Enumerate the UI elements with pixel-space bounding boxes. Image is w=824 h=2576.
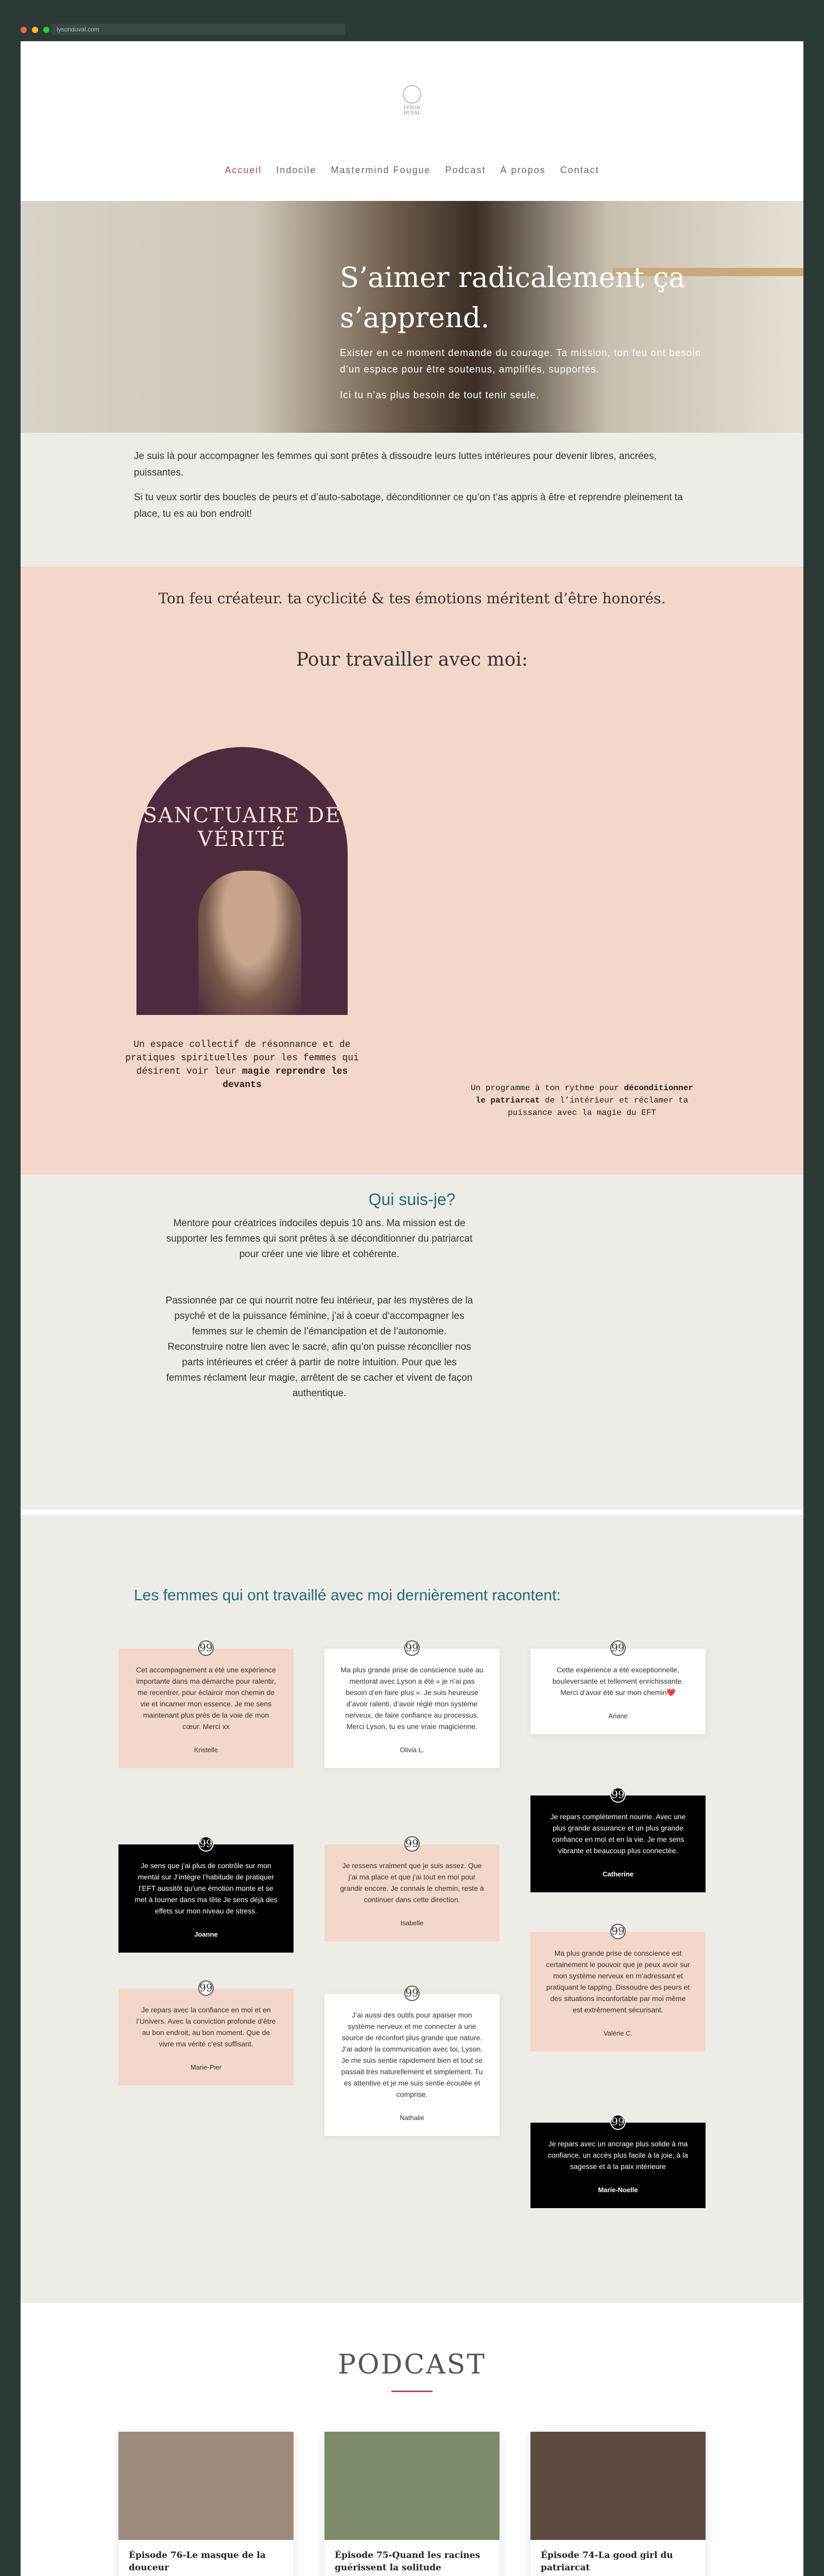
testimonial-card <box>324 1987 500 2136</box>
testimonial-author: Marie-Noelle <box>598 2186 638 2194</box>
testimonial-text: Je ressens vraiment que je suis assez. Que j’ai ma place et que j’ai tout en moi pour grandir encore. Je connais le chemin, reste à continuer dans cette direction. <box>340 1861 484 1904</box>
minimize-window-button[interactable] <box>32 27 38 33</box>
sanctuaire-photo <box>198 871 301 1015</box>
quote-icon: 99 <box>404 1986 420 2001</box>
logo-line-2: DUVAL <box>403 111 421 116</box>
window-controls <box>21 27 49 33</box>
nav-accueil[interactable]: Accueil <box>225 165 262 175</box>
podcast-section <box>21 2303 803 2576</box>
program-description: Un programme à ton rythme pour déconditionner le patriarcat de l’intérieur et réclamer ta puissance avec la magie du EFT <box>470 1083 694 1117</box>
hero-title: S’aimer radicalement ça s’apprend. <box>340 261 685 334</box>
episode-title[interactable]: Épisode 75-Quand les racines guérissent la solitude <box>335 2550 480 2573</box>
quote-icon: 99 <box>610 1640 626 1656</box>
testimonial-author: Olivia L. <box>400 1746 424 1754</box>
testimonial-author: Kristelle <box>194 1746 218 1754</box>
about-section <box>21 1175 803 1510</box>
site-logo[interactable] <box>395 85 429 121</box>
testimonial-text: J’ai aussi des outils pour apaiser mon système nerveux et me connecter à une source de réconfort plus grande que nature. J’ai adoré la communication avec toi, Lyson. Je me suis sentie rapidement bien et tout se passait très naturellement et simplement. Tu es attentive et je me suis sentie écoutée et comprise. <box>341 2011 483 2098</box>
testimonial-text: Ma plus grande prise de conscience est certainement le pouvoir que je peux avoir sur mon système nerveux en m’adressant et pratiquant le tapping. Dissoudre des peurs et des situations inconfortable par moi même est extrêmement sécurisant. <box>546 1949 690 2014</box>
episode-title[interactable]: Épisode 74-La good girl du patriarcat <box>541 2550 673 2573</box>
testimonial-author: Valérie C. <box>603 2029 633 2037</box>
sanctuaire-title: SANCTUAIRE DE VÉRITÉ <box>143 804 341 851</box>
episode-card[interactable] <box>324 2432 500 2576</box>
podcast-heading: PODCAST <box>338 2349 486 2380</box>
testimonial-text: Je sens que j’ai plus de contrôle sur mon mental sur J’intègre l’habitude de pratiquer l’EFT aussitôt qu’une émotion monte et se met à tourner dans ma tête Je sens déjà des effets sur mon niveau de stress. <box>134 1861 278 1915</box>
offers-subheading: Pour travailler avec moi: <box>296 649 528 670</box>
hero-section <box>21 201 803 433</box>
testimonial-author: Marie-Pier <box>191 2063 221 2071</box>
testimonial-text: Je repars complètement nourrie. Avec une plus grande assurance et un plus grande confiance en moi et en la vie. Je me sens vibrante et beaucoup plus connectée. <box>550 1812 686 1855</box>
testimonial-card <box>118 1641 294 1768</box>
testimonial-text: Je repars avec la confiance en moi et en l’Univers. Avec la conviction profonde d’être au bon endroit, au bon moment. Que de vivre ma vérité c’est suffisant. <box>136 2006 276 2048</box>
testimonial-card <box>324 1641 500 1768</box>
sanctuaire-image[interactable] <box>136 747 348 1015</box>
testimonial-author: Isabelle <box>400 1919 424 1927</box>
logo-line-1: LYSON <box>403 106 421 111</box>
page <box>21 41 803 2576</box>
quote-icon: 99 <box>198 1836 214 1852</box>
quote-icon: 99 <box>404 1836 420 1852</box>
about-paragraph-2: Passionnée par ce qui nourrit notre feu intérieur, par les mystères de la psyché et de la puissance féminine, j’ai à coeur d’accompagner les femmes sur le chemin de l’émancipation et de l’autonomie. Reconstruire notre lien avec le sacré, afin qu’on puisse réconcilier nos parts intérieures et créer à partir de notre intuition. Pour que les femmes réclament leur magie, arrêtent de se cacher et vivent de façon authentique. <box>165 1295 473 1399</box>
testimonials-heading: Les femmes qui ont travaillé avec moi dernièrement racontent: <box>134 1587 561 1604</box>
testimonial-card <box>530 1641 706 1734</box>
site-header <box>21 41 803 201</box>
testimonial-author: Ariane <box>608 1712 628 1720</box>
testimonial-text: Cet accompagnement a été une expérience importante dans ma démarche pour ralentir, me recentrer, pour éclaircir mon chemin de vie et incarner mon essence. Je me sens maintenant plus près de la voie de mon cœur. Merci xx <box>136 1666 276 1731</box>
quote-icon: 99 <box>198 1980 214 1996</box>
testimonial-text: Ma plus grande prise de conscience suite au mentorat avec Lyson a été « je n’ai pas besoin d’en faire plus ». Je suis heureuse d’avoir ralenti, d’avoir réglé mon système nerveux, de faire confiance au processus. Merci Lyson, tu es une vraie magicienne. <box>340 1666 484 1731</box>
hero-text-2: Ici tu n’as plus besoin de tout tenir seule. <box>340 390 540 401</box>
testimonial-card <box>530 1925 706 2052</box>
testimonial-author: Catherine <box>603 1870 633 1878</box>
testimonial-card <box>530 2115 706 2208</box>
intro-paragraph-1: Je suis là pour accompagner les femmes qui sont prêtes à dissoudre leurs luttes intérieures pour devenir libres, ancrées, puissantes. <box>134 451 657 478</box>
nav-indocile[interactable]: Indocile <box>276 165 317 175</box>
episode-thumbnail[interactable] <box>118 2432 294 2540</box>
sanctuaire-description: Un espace collectif de résonnance et de pratiques spirituelles pour les femmes qui désirent voir leur magie reprendre les devants <box>125 1040 359 1090</box>
browser-chrome <box>0 0 824 41</box>
testimonial-text: Cette expérience a été exceptionnelle, bouleversante et tellement enrichissante. Merci d’avoir été sur mon chemin❤️ <box>552 1666 684 1697</box>
episode-card[interactable] <box>118 2432 294 2576</box>
intro-section <box>21 433 803 567</box>
nav-podcast[interactable]: Podcast <box>445 165 486 175</box>
main-nav <box>21 165 803 176</box>
close-window-button[interactable] <box>21 27 27 33</box>
logo-ring-icon <box>403 85 421 104</box>
testimonial-card <box>118 1837 294 1953</box>
testimonial-text: Je repars avec un ancrage plus solide à ma confiance, un accès plus facile à la joie, à la sagesse et à la paix intérieure <box>547 2140 689 2171</box>
episode-title[interactable]: Épisode 76-Le masque de la douceur <box>129 2550 266 2573</box>
intro-paragraph-2: Si tu veux sortir des boucles de peurs et d’auto-sabotage, déconditionner ce qu’on t’as appris à être et reprendre pleinement ta place, tu es au bon endroit! <box>134 492 683 519</box>
nav-contact[interactable]: Contact <box>560 165 599 175</box>
address-bar[interactable]: lysonduval.com <box>52 24 345 35</box>
quote-icon: 99 <box>198 1640 214 1656</box>
offers-section <box>21 567 803 1175</box>
maximize-window-button[interactable] <box>43 27 49 33</box>
quote-icon: 99 <box>404 1640 420 1656</box>
episode-card[interactable] <box>530 2432 706 2576</box>
testimonial-card <box>530 1788 706 1892</box>
testimonial-author: Nathalie <box>400 2114 424 2122</box>
about-paragraph-1: Mentore pour créatrices indociles depuis 10 ans. Ma mission est de supporter les femmes qui sont prêtes à se déconditionner du patriarcat pour créer une vie libre et cohérente. <box>166 1218 473 1260</box>
testimonial-card <box>118 1981 294 2086</box>
nav-a-propos[interactable]: À propos <box>500 165 546 175</box>
episode-thumbnail[interactable] <box>530 2432 706 2540</box>
offers-heading: Ton feu créateur. ta cyclicité & tes émotions méritent d’être honorés. <box>158 590 666 607</box>
about-heading: Qui suis-je? <box>368 1190 456 1209</box>
quote-icon: 99 <box>610 1787 626 1803</box>
podcast-divider <box>391 2391 433 2392</box>
quote-icon: 99 <box>610 1924 626 1939</box>
testimonials-section <box>21 1510 803 2303</box>
nav-mastermind[interactable]: Mastermind Fougue <box>331 165 431 175</box>
quote-icon: 99 <box>610 2114 626 2130</box>
testimonial-card <box>324 1837 500 1941</box>
testimonial-author: Joanne <box>194 1930 218 1938</box>
episode-thumbnail[interactable] <box>324 2432 500 2540</box>
hero-text: Exister en ce moment demande du courage. Ta mission, ton feu ont besoin d’un espace pour être soutenus, amplifiés, supportés. <box>340 348 701 375</box>
